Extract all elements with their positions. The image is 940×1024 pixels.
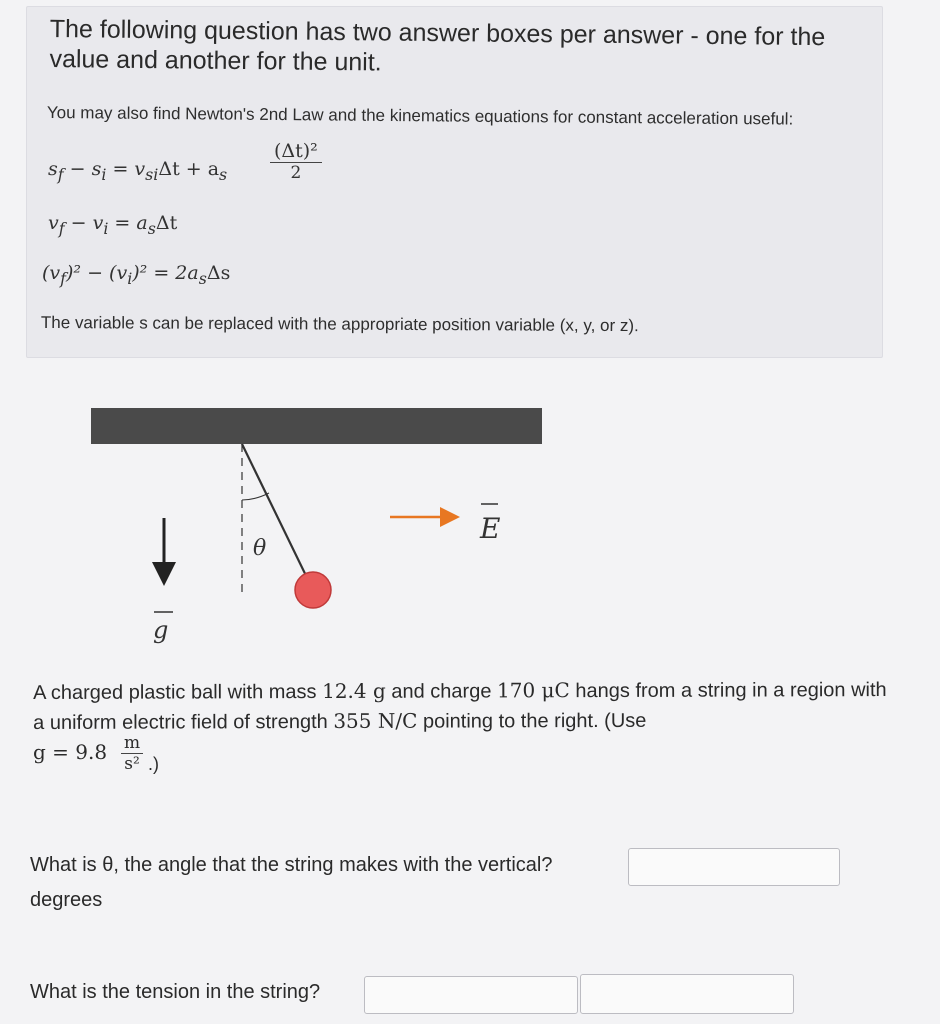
angle-value-input[interactable] [628, 848, 840, 886]
question-title: The following question has two answer boxes per answer - one for the value and another for the unit. [49, 14, 826, 77]
tension-unit-input[interactable] [580, 974, 794, 1014]
variable-note: The variable s can be replaced with the appropriate position variable (x, y, or z). [40, 313, 639, 336]
angle-unit-label: degrees [30, 889, 103, 911]
theta-label: θ [253, 536, 267, 561]
problem-statement: A charged plastic ball with mass 12.4 g and charge 170 μC hangs from a string in a region with a uniform electric field of strength 355 N/C pointing to the right. (Use [33, 678, 887, 734]
gravity-units: $\frac{m}{\text{s²}}$ [121, 733, 143, 774]
string [242, 444, 312, 588]
field-label: E [480, 512, 501, 545]
tension-value-input[interactable] [364, 976, 578, 1014]
gravity-value: g = 9.8 [33, 740, 108, 764]
angle-arc [242, 493, 269, 500]
question-angle: What is θ, the angle that the string makes with the vertical? [30, 854, 553, 876]
kinematics-equation-3: $(v_f)^2 - (v_i)^2 = 2a_s\Delta s$ [42, 262, 231, 288]
pendulum-diagram [80, 400, 560, 650]
kinematics-equation-1: $s_f - s_i = v_{si}\Delta t + a_s$ [48, 158, 228, 184]
question-tension: What is the tension in the string? [30, 981, 321, 1003]
intro-text: You may also find Newton's 2nd Law and the kinematics equations for constant acceleration useful: [46, 103, 794, 129]
ceiling-bar [91, 408, 542, 444]
kinematics-equation-2: $v_f - v_i = a_s\Delta t$ [48, 212, 178, 238]
charged-ball [295, 572, 331, 608]
equation-1-fraction: $\frac{\text{(Δt)²}}{2}$ [270, 140, 322, 183]
gravity-label: g [153, 616, 169, 644]
gravity-close-paren: .) [148, 754, 159, 774]
